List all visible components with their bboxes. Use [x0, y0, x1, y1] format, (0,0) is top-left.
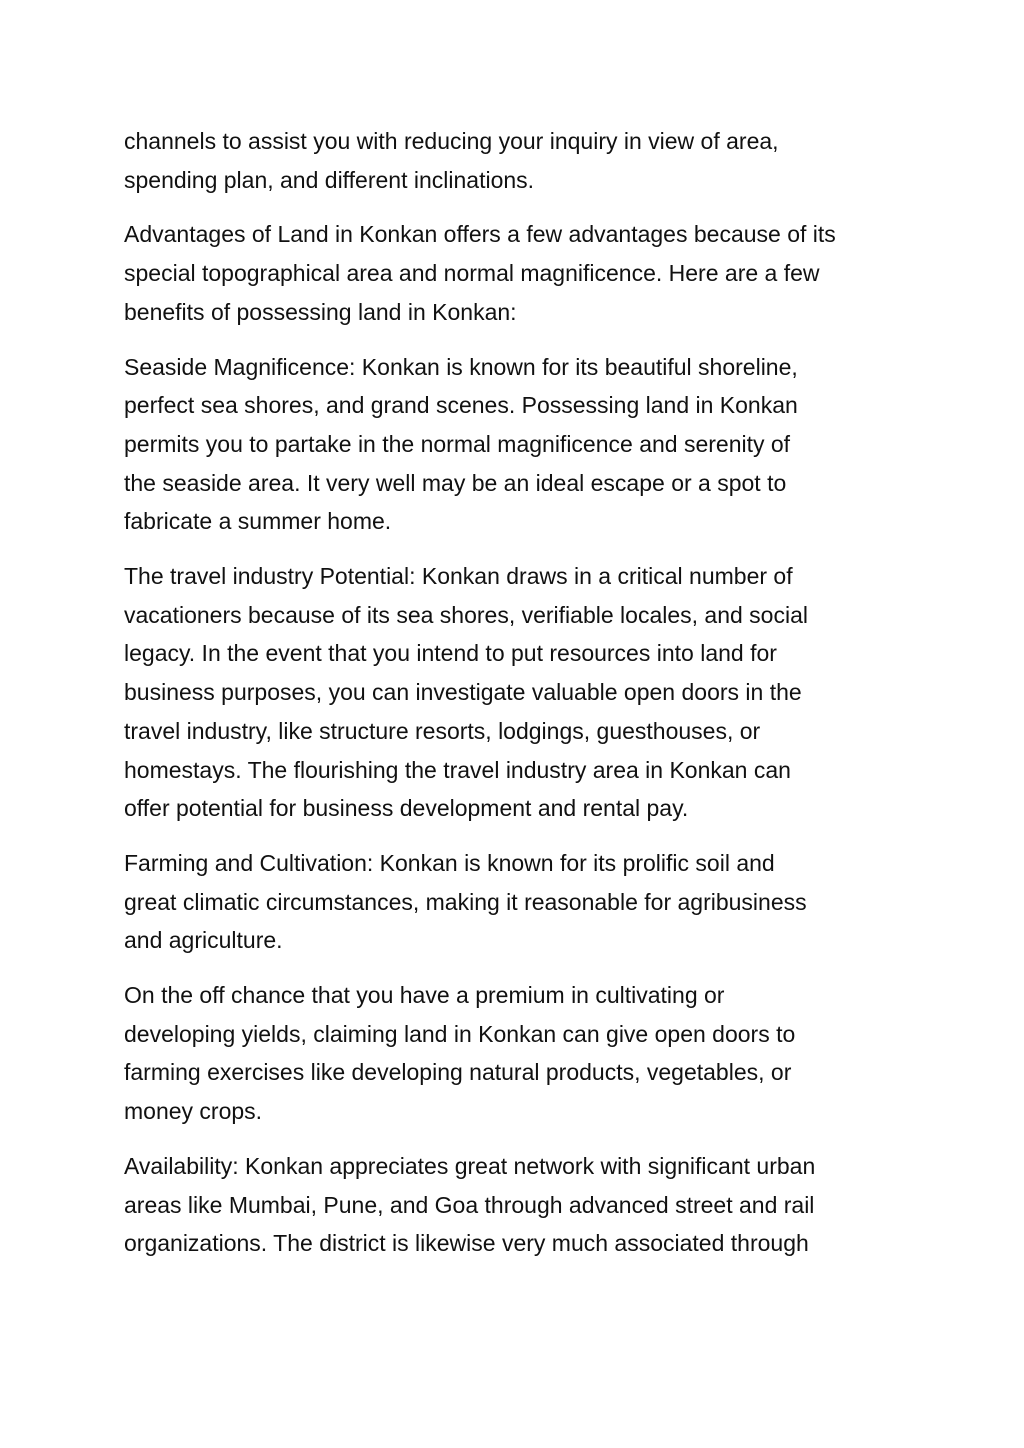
text-line: The travel industry Potential: Konkan draws in a critical number of — [124, 563, 793, 590]
text-line: Seaside Magnificence: Konkan is known for its beautiful shoreline, — [124, 353, 798, 380]
text-line: homestays. The flourishing the travel industry area in Konkan can — [124, 756, 791, 783]
text-line: money crops. — [124, 1098, 263, 1125]
paragraph-seaside — [124, 348, 904, 542]
text-line: On the off chance that you have a premium in cultivating or — [124, 982, 725, 1009]
paragraph-travel-industry — [124, 557, 904, 828]
text-line: areas like Mumbai, Pune, and Goa through advanced street and rail — [124, 1191, 815, 1218]
text-line: channels to assist you with reducing your inquiry in view of area, — [124, 128, 779, 154]
text-line: offer potential for business development and rental pay. — [124, 795, 689, 822]
paragraph-availability — [124, 1147, 904, 1263]
text-line: organizations. The district is likewise very much associated through — [124, 1230, 809, 1257]
text-line: vacationers because of its sea shores, verifiable locales, and social — [124, 601, 808, 628]
text-line: Advantages of Land in Konkan offers a few advantages because of its — [124, 221, 836, 248]
text-line: and agriculture. — [124, 927, 283, 954]
text-line: special topographical area and normal magnificence. Here are a few — [124, 260, 820, 287]
text-line: Farming and Cultivation: Konkan is known for its prolific soil and — [124, 849, 775, 876]
document-body — [124, 122, 904, 1279]
text-line: farming exercises like developing natural products, vegetables, or — [124, 1059, 792, 1086]
paragraph-farming — [124, 844, 904, 960]
text-line: great climatic circumstances, making it reasonable for agribusiness — [124, 888, 807, 915]
text-line: fabricate a summer home. — [124, 508, 392, 535]
paragraph-cultivating — [124, 976, 904, 1131]
text-line: permits you to partake in the normal magnificence and serenity of — [124, 430, 791, 457]
text-line: benefits of possessing land in Konkan: — [124, 298, 517, 325]
text-line: Availability: Konkan appreciates great network with significant urban — [124, 1152, 816, 1179]
text-line: developing yields, claiming land in Konkan can give open doors to — [124, 1020, 796, 1047]
paragraph-channels — [124, 122, 904, 199]
paragraph-advantages — [124, 215, 904, 331]
text-line: legacy. In the event that you intend to put resources into land for — [124, 640, 777, 667]
text-line: business purposes, you can investigate valuable open doors in the — [124, 679, 802, 706]
text-line: spending plan, and different inclinations. — [124, 166, 535, 193]
text-line: the seaside area. It very well may be an ideal escape or a spot to — [124, 469, 787, 496]
text-line: travel industry, like structure resorts, lodgings, guesthouses, or — [124, 717, 761, 744]
text-line: perfect sea shores, and grand scenes. Possessing land in Konkan — [124, 392, 798, 419]
